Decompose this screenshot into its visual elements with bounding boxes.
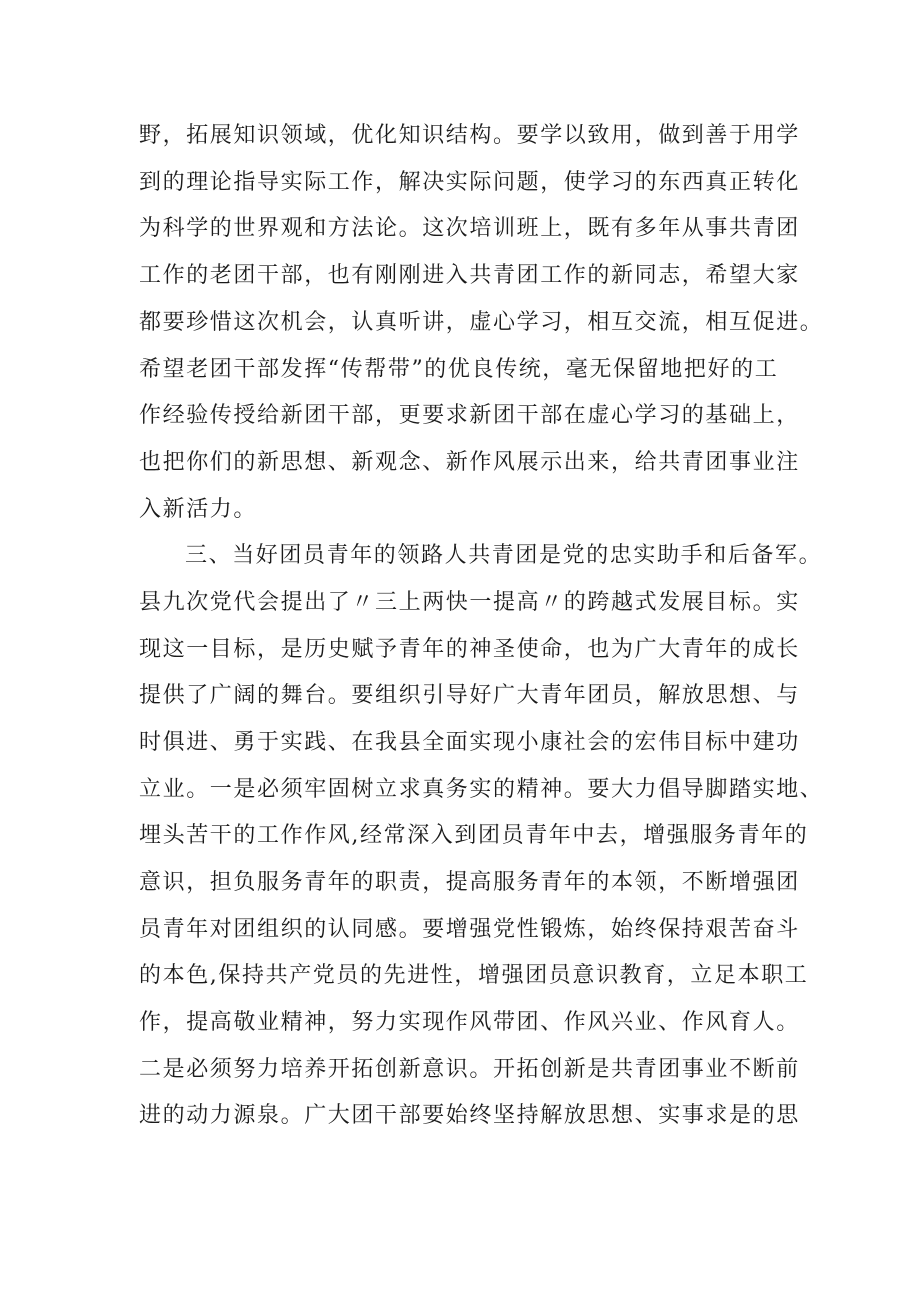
text-line: 二是必须努力培养开拓创新意识。开拓创新是共青团事业不断前	[139, 1057, 800, 1082]
text-line: 员青年对团组织的认同感。要增强党性锻炼，始终保持艰苦奋斗	[139, 917, 800, 942]
text-line: 作经验传授给新团干部，更要求新团干部在虚心学习的基础上，	[139, 403, 800, 428]
text-line: 野，拓展知识领域，优化知识结构。要学以致用，做到善于用学	[139, 123, 800, 148]
text-line: 作，提高敬业精神，努力实现作风带团、作风兴业、作风育人。	[139, 1010, 800, 1035]
section-heading-line: 三、当好团员青年的领路人共青团是党的忠实助手和后备军。	[185, 543, 823, 568]
text-line: 都要珍惜这次机会，认真听讲，虚心学习，相互交流，相互促进。	[139, 310, 824, 335]
text-line: 希望老团干部发挥“传帮带”的优良传统，毫无保留地把好的工	[139, 357, 779, 382]
text-line: 为科学的世界观和方法论。这次培训班上，既有多年从事共青团	[139, 216, 800, 241]
text-line: 县九次党代会提出了〃三上两快一提高〃的跨越式发展目标。实	[139, 590, 800, 615]
text-line: 进的动力源泉。广大团干部要始终坚持解放思想、实事求是的思	[139, 1103, 800, 1128]
text-line: 也把你们的新思想、新观念、新作风展示出来，给共青团事业注	[139, 450, 800, 475]
text-line: 到的理论指导实际工作，解决实际问题，使学习的东西真正转化	[139, 170, 800, 195]
text-line: 时俱进、勇于实践、在我县全面实现小康社会的宏伟目标中建功	[139, 730, 800, 755]
text-line: 工作的老团干部，也有刚刚进入共青团工作的新同志，希望大家	[139, 263, 800, 288]
text-line: 提供了广阔的舞台。要组织引导好广大青年团员，解放思想、与	[139, 683, 800, 708]
text-line: 的本色,保持共产党员的先进性，增强团员意识教育，立足本职工	[139, 963, 809, 988]
text-line: 入新活力。	[139, 497, 258, 522]
text-line: 埋头苦干的工作作风,经常深入到团员青年中去，增强服务青年的	[139, 823, 809, 848]
text-line: 现这一目标，是历史赋予青年的神圣使命，也为广大青年的成长	[139, 637, 800, 662]
text-line: 意识，担负服务青年的职责，提高服务青年的本领，不断增强团	[139, 870, 800, 895]
text-line: 立业。一是必须牢固树立求真务实的精神。要大力倡导脚踏实地、	[139, 777, 824, 802]
